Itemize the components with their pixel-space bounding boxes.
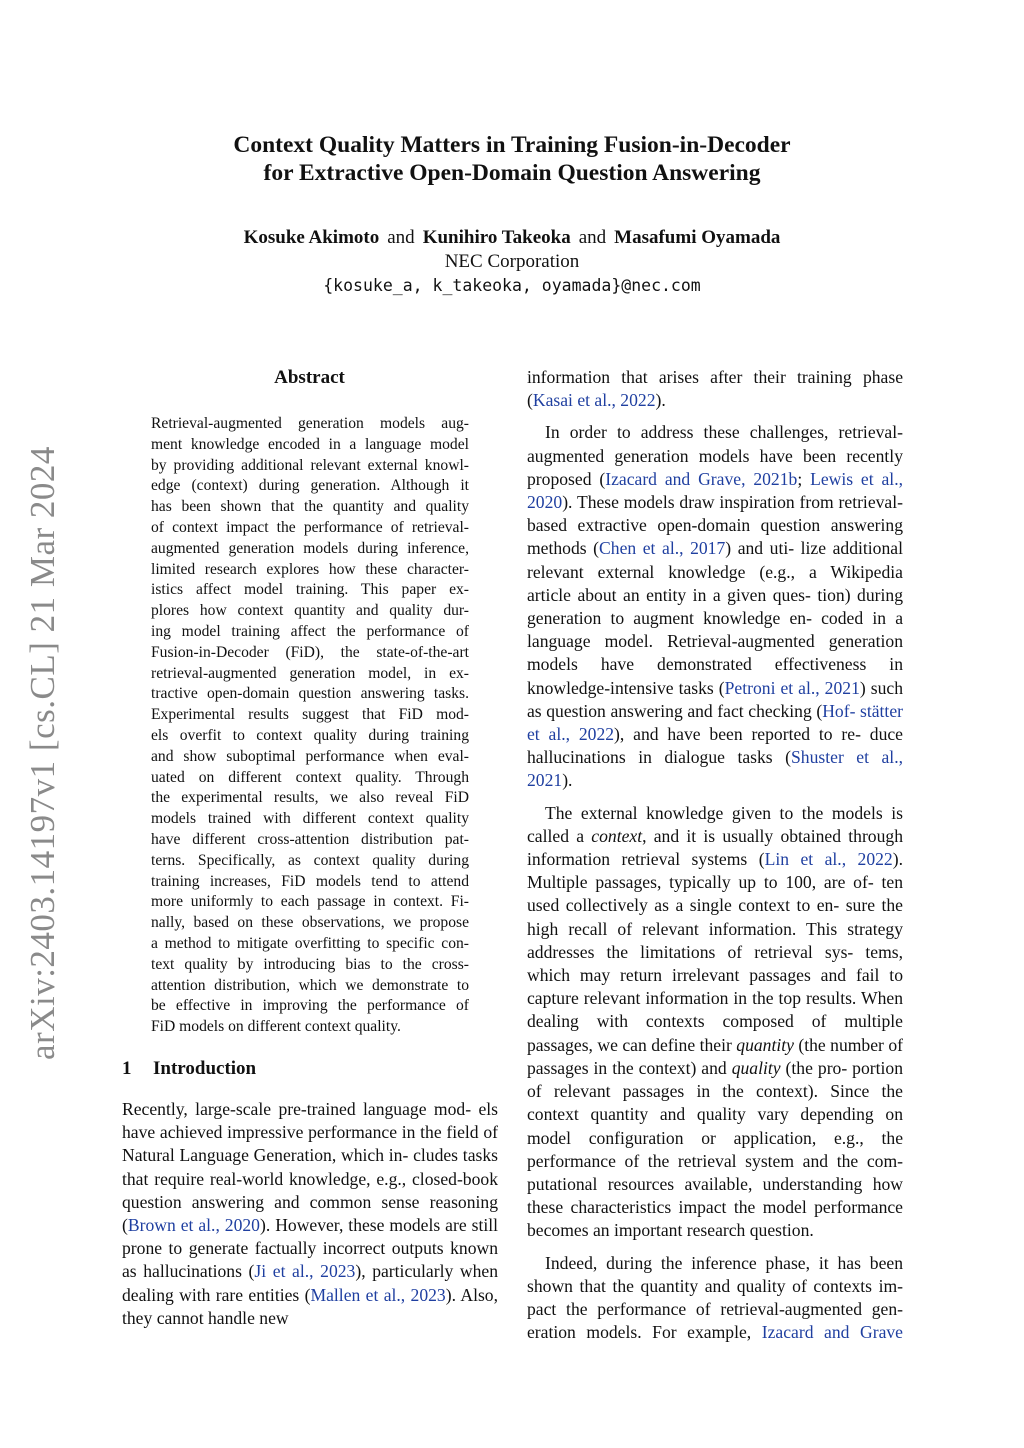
citation-link[interactable]: Izacard and Grave, 2021b — [605, 468, 798, 489]
citation-link[interactable]: Kasai et al., 2022 — [532, 390, 656, 411]
abstract-line: has been shown that the quantity and quality — [151, 498, 469, 516]
intro-paragraph-4: Indeed, during the inference phase, it has been shown that the quantity and quality of contexts im- pact the performance of retrieval-augmented gen- eration models. For example, Izacard and Grave — [527, 1252, 903, 1343]
author-1: Kosuke Akimoto — [243, 227, 380, 248]
abstract-line: edge (context) during generation. Although it — [151, 477, 469, 495]
abstract-line: text quality by introducing bias to the cross- — [151, 955, 469, 973]
abstract-body — [151, 414, 469, 1038]
title-line-2: for Extractive Open-Domain Question Answering — [263, 160, 761, 186]
intro-paragraph-1-continued: information that arises after their training phase (Kasai et al., 2022). — [527, 367, 903, 411]
abstract-line: by providing additional relevant external knowl- — [151, 456, 469, 474]
section-number: 1 — [122, 1058, 132, 1079]
left-column-text — [122, 1098, 498, 1330]
author-separator: and — [578, 227, 607, 248]
citation-link[interactable]: Izacard and Grave — [761, 1322, 903, 1343]
abstract-line: els overfit to context quality during training — [151, 726, 469, 744]
abstract-line: have different cross-attention distribution pat- — [151, 830, 469, 848]
author-3: Masafumi Oyamada — [614, 227, 781, 248]
abstract-line: plores how context quantity and quality dur- — [151, 602, 469, 620]
abstract-line: of context impact the performance of retrieval- — [151, 518, 469, 536]
abstract-line: istics affect model training. This paper ex- — [151, 581, 469, 599]
abstract-line: tractive open-domain question answering tasks. — [151, 685, 469, 703]
author-emails: {kosuke_a, k_takeoka, oyamada}@nec.com — [323, 276, 701, 295]
abstract-line: uated on different context quality. Through — [151, 768, 469, 786]
citation-link[interactable]: Ji et al., 2023 — [254, 1261, 356, 1282]
abstract-line: a method to mitigate overfitting to specific con- — [151, 934, 469, 952]
abstract-line: nally, based on these observations, we propose — [151, 914, 469, 932]
section-heading-introduction — [122, 1057, 497, 1081]
citation-link[interactable]: Shuster et al., 2021 — [527, 747, 903, 791]
abstract-line: and show suboptimal performance when eval- — [151, 747, 469, 765]
author-separator: and — [387, 227, 415, 248]
abstract-line: limited research explores how these character- — [151, 560, 469, 578]
title-line-1: Context Quality Matters in Training Fusion-in-Decoder — [233, 132, 791, 158]
abstract-line: augmented generation models during inference, — [151, 539, 469, 557]
intro-paragraph-3: The external knowledge given to the models is called a context, and it is usually obtained through information retrieval systems (Lin et al., 2022). Multiple passages, typically up to 100, are of- ten used collectively as a single context to en- sure the high recall of relevant information. This strategy addresses the limitations of retrieval sys- tems, which may return irrelevant passages and fail to capture relevant information in the top results. When dealing with contexts composed of multiple passages, we can define their quantity (the number of passages in the context) and quality (the pro- portion of relevant passages in the context). Since the context quantity and quality vary depending on model configuration or application, e.g., the performance of the retrieval system and the com- putational resources available, understanding how these characteristics impact the model performance becomes an important research question. — [527, 802, 904, 1241]
abstract-line: more uniformly to each passage in context. Fi- — [151, 893, 469, 911]
abstract-line: training increases, FiD models tend to attend — [151, 872, 469, 890]
abstract-line: be effective in improving the performance of — [151, 997, 469, 1015]
abstract-line: Fusion-in-Decoder (FiD), the state-of-the-art — [151, 643, 469, 661]
citation-link[interactable]: Brown et al., 2020 — [127, 1215, 260, 1236]
abstract-line: terns. Specifically, as context quality during — [151, 851, 469, 869]
abstract-line: ing model training affect the performance of — [151, 622, 469, 640]
abstract-line: retrieval-augmented generation model, in ex- — [151, 664, 469, 682]
section-title: Introduction — [153, 1058, 257, 1079]
author-2: Kunihiro Takeoka — [422, 227, 571, 248]
abstract-line: models trained with different context quality — [151, 810, 469, 828]
citation-link[interactable]: Chen et al., 2017 — [599, 538, 726, 559]
abstract-line: FiD models on different context quality. — [151, 1018, 401, 1036]
citation-link[interactable]: Petroni et al., 2021 — [724, 677, 860, 698]
citation-link[interactable]: Lewis et al., 2020 — [527, 468, 903, 513]
affiliation: NEC Corporation — [444, 251, 580, 272]
abstract-line: Retrieval-augmented generation models aug- — [151, 415, 469, 432]
citation-link[interactable]: Hof- stätter et al., 2022 — [527, 700, 903, 745]
citation-link[interactable]: Mallen et al., 2023 — [310, 1284, 446, 1305]
intro-paragraph-1: Recently, large-scale pre-trained language mod- els have achieved impressive performance in the field of Natural Language Generation, which in- cludes tasks that require real-world knowledge, e.g., closed-book question answering and common sense reasoning (Brown et al., 2020). However, these models are still prone to generate factually incorrect outputs known as hallucinations (Ji et al., 2023), particularly when dealing with rare entities (Mallen et al., 2023). Also, they cannot handle new — [122, 1099, 499, 1328]
abstract-line: Experimental results suggest that FiD mod- — [151, 706, 469, 724]
abstract-line: the experimental results, we also reveal FiD — [151, 789, 469, 807]
right-column-text — [527, 366, 903, 1344]
author-list — [120, 226, 904, 250]
intro-paragraph-2: In order to address these challenges, retrieval- augmented generation models have been recently proposed (Izacard and Grave, 2021b; Lewis et al., 2020). These models draw inspiration from retrieval-based extractive open-domain question answering methods (Chen et al., 2017) and uti- lize additional relevant external knowledge (e.g., a Wikipedia article about an entity in a given ques- tion) during generation to augment knowledge en- coded in a language model. Retrieval-augmented generation models have demonstrated effectiveness in knowledge-intensive tasks (Petroni et al., 2021) such as question answering and fact checking (Hof- stätter et al., 2022), and have been reported to re- duce hallucinations in dialogue tasks (Shuster et al., 2021). — [527, 422, 903, 791]
paper-title — [120, 131, 904, 187]
arxiv-identifier: arXiv:2403.14197v1 [cs.CL] 21 Mar 2024 — [23, 446, 62, 1060]
abstract-line: ment knowledge encoded in a language model — [151, 435, 469, 453]
abstract-heading: Abstract — [274, 367, 345, 388]
citation-link[interactable]: Lin et al., 2022 — [764, 849, 893, 870]
abstract-line: attention distribution, which we demonstrate to — [151, 976, 469, 994]
